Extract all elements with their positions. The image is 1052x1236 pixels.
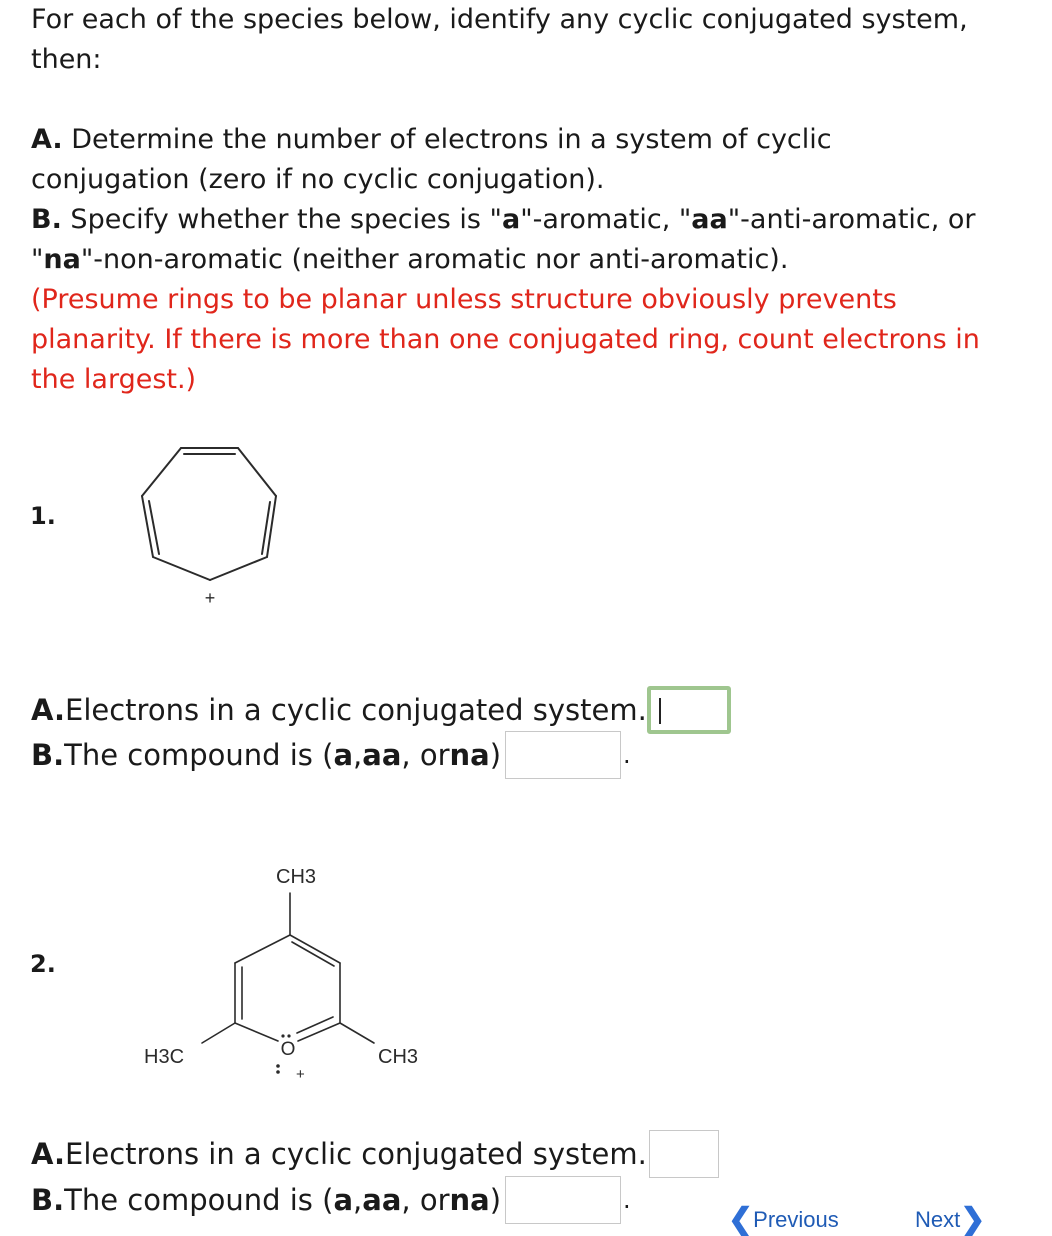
next-button[interactable] — [915, 1205, 985, 1235]
right-methyl-label: CH3 — [378, 1046, 419, 1068]
oxygen-label: O — [280, 1039, 296, 1060]
positive-charge-label: + — [204, 588, 216, 608]
part-b-instruction: B. Specify whether the species is "a"-aromatic, "aa"-anti-aromatic, or "na"-non-aromatic (neither aromatic nor anti-aromatic). — [31, 204, 976, 275]
q2-period: . — [623, 1186, 631, 1214]
q1-part-b-row: B. The compound is ( a , aa , or na ) . — [31, 731, 631, 779]
top-methyl-label: CH3 — [276, 866, 317, 888]
q1-period: . — [623, 741, 631, 769]
chevron-left-icon: ❮ — [728, 1203, 754, 1236]
pyrylium-structure — [130, 855, 450, 1095]
lone-pair-dot — [287, 1034, 290, 1037]
oxonium-charge-label: + — [296, 1066, 305, 1083]
question-1-number: 1. — [30, 502, 56, 530]
previous-button[interactable] — [728, 1205, 839, 1235]
part-a-instruction: A. Determine the number of electrons in a system of cyclic conjugation (zero if no cyclic conjugation). — [31, 124, 832, 195]
lone-pair-dot — [276, 1064, 280, 1068]
tropylium-structure — [120, 430, 300, 620]
planarity-note: (Presume rings to be planar unless structure obviously prevents planarity. If there is more than one conjugated ring, count electrons in the largest.) — [31, 284, 980, 395]
q2-electrons-input[interactable] — [649, 1130, 719, 1178]
lone-pair-dot — [281, 1034, 284, 1037]
q2-part-b-row: B. The compound is ( a , aa , or na ) . — [31, 1176, 631, 1224]
q1-aromaticity-input[interactable] — [505, 731, 621, 779]
text-caret — [659, 698, 661, 724]
intro-text: For each of the species below, identify any cyclic conjugated system, then: — [31, 4, 968, 75]
left-methyl-label: H3C — [144, 1046, 185, 1068]
lone-pair-dot — [276, 1070, 280, 1074]
chevron-right-icon: ❯ — [960, 1203, 986, 1236]
next-label: Next — [915, 1207, 961, 1232]
question-2-number: 2. — [30, 950, 56, 978]
q2-part-a-row: A. Electrons in a cyclic conjugated system. — [31, 1130, 719, 1178]
q1-electrons-input[interactable] — [647, 686, 731, 734]
q2-aromaticity-input[interactable] — [505, 1176, 621, 1224]
previous-label: Previous — [753, 1207, 839, 1232]
instructions — [31, 120, 991, 400]
q1-part-a-row: A. Electrons in a cyclic conjugated system. — [31, 686, 731, 734]
